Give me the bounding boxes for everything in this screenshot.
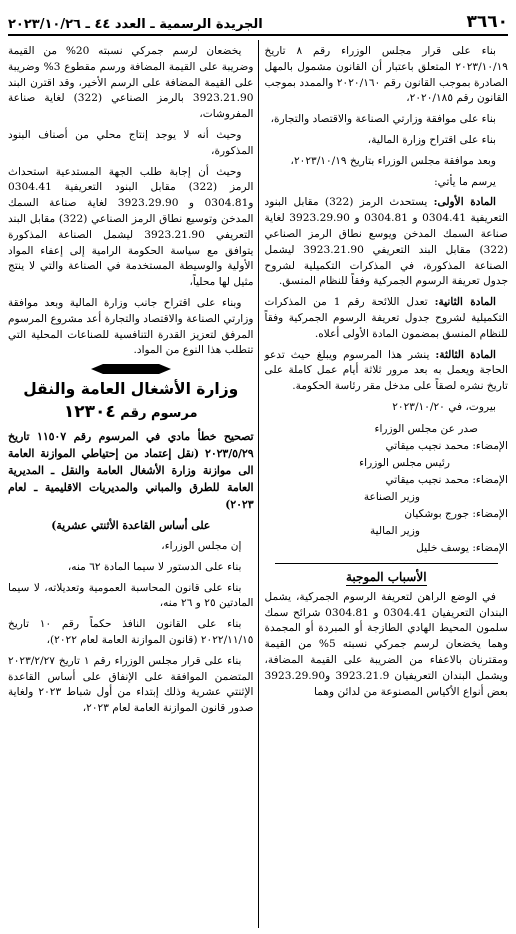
signature-2: الإمضاء: محمد نجيب ميقاتي [385,473,508,486]
signature-1: الإمضاء: محمد نجيب ميقاتي [385,439,508,452]
gazette-title: الجريدة الرسمية ـ العدد ٤٤ ـ ٢٠٢٣/١٠/٢٦ [8,17,263,32]
reasons-text: في الوضع الراهن لتعريفة الرسوم الجمركية، يشمل البندان التعريفيان 0304.41 و 0304.81 شرائح سمك سلمون المحيط الهادي الطازجة أو المبردة أو المجمدة وهما يخضعان لرسم جمركي نسبته 5% من القيمة ومقترنان بالاعفاء من الضريبة على القيمة المضافة، ويشمل البندان التعريفيان 3923.21.9 و3923.29.90 بعض أنواع الأكياس المصنوعة من لدائن وهما [264,590,508,698]
article-3-label: المادة الثالثة: [435,348,496,361]
article-1 [265,195,509,290]
column-divider [258,40,259,928]
article-3-text: ينشر هذا المرسوم ويبلغ حيث تدعو الحاجة ويعمل به بعد مرور ثلاثة أيام عمل كاملة على تاريخ نشره لصقاً على مدخل مقر رئاسة الحكومة. [264,348,508,393]
signature-role-pm: رئيس مجلس الوزراء [359,456,450,469]
reasons-continued-2: وحيث أنه لا يوجد إنتاج محلي من أصناف البنود المذكورة، [8,128,254,157]
article-1-text: يستحدث الرمز (322) مقابل البنود التعريفية 0304.41 و 0304.81 و 3923.29.90 لغاية صناعة السمك المدخن ويوسع نطاق الرمز الصناعي (322) مقابل البند التعريفي 3923.21.90 ليشمل الصناعة المذكورة، في المذكرات التكميلية لشروح جدول تعريفة الرسوم الجمركية وفقاً للنظام المنسق. [264,196,508,288]
signature-4: الإمضاء: يوسف خليل [416,541,508,554]
article-3 [265,348,509,395]
preamble-1: بناء على قرار مجلس الوزراء رقم ٨ تاريخ ٢٠٢٣/١٠/١٩ المتعلق باعتبار أن القانون مشمول بالمهل الصادرة بموجب القانون رقم ٢٠٢٠/١٦٠ والممدد بموجب القانون رقم ٢٠٢٠/١٨٥، [264,45,508,105]
preamble-3: بناء على اقتراح وزارة المالية، [367,133,496,146]
decree-number: ١٢٣٠٤ [63,402,116,423]
basis-2: بناء على قانون المحاسبة العمومية وتعديلاته، لا سيما المادتين ٢٥ و ٢٦ منه، [8,581,254,610]
decree-basis: على أساس القاعدة الأثنتي عشرية) [51,519,211,533]
ministry-heading: وزارة الأشغال العامة والنقل [23,380,239,399]
section-divider [275,563,499,564]
signature-role-industry: وزير الصناعة [363,490,420,503]
article-2 [265,295,509,342]
reasons-continued-4: وبناء على اقتراح جانب وزارة المالية وبعد موافقة وزارتي الصناعة والاقتصاد والتجارة أعد مشروع المرسوم المرفق لتعزيز القدرة التنافسية للصناعات المحلية التي تتطلب هذا النوع من المواد. [8,296,254,357]
basis-3: بناء على القانون النافذ حكماً رقم ١٠ تاريخ ٢٠٢٢/١١/١٥ (قانون الموازنة العامة لعام ٢٠٢٢)، [8,618,254,646]
article-2-label: المادة الثانية: [434,296,496,309]
decree-number-heading [8,402,254,422]
signature-issued: صدر عن مجلس الوزراء [374,422,478,435]
separator-arrow-icon [8,364,254,374]
decree-title: تصحيح خطأ مادي في المرسوم رقم ١١٥٠٧ تاريخ ٢٠٢٣/٥/٢٩ (نقل إعتماد من إحتياطي الموازنة العامة الى موازنة وزارة الأشغال العامة والنقل ـ المديرية العامة للطرق والمباني والمديريات الاقليمية ـ لعام ٢٠٢٣) [8,430,254,512]
reasons-heading: الأسباب الموجبة [345,569,427,584]
page-number: ٣٦٦٠ [466,12,508,32]
article-2-text: تعدل اللائحة رقم 1 من المذكرات التكميلية لشروح جدول تعريفة الرسوم الجمركية وفقاً للنظام المنسق بمضمون المادة الأولى أعلاه. [264,296,508,340]
signature-3: الإمضاء: جورج بوشكيان [404,507,508,520]
basis-1: بناء على الدستور لا سيما المادة ٦٢ منه، [67,560,242,573]
left-column [8,36,258,928]
page-header [8,6,508,36]
council-intro: إن مجلس الوزراء، [161,539,242,552]
article-1-label: المادة الأولى: [433,196,496,209]
reasons-continued-1: يخضعان لرسم جمركي نسبته 20% من القيمة وضريبة على القيمة المضافة ورسم مقطوع 3% وضريبة على القيمة المضافة على الرسم الأخير، وقد اقترن البند 3923.21.90 بالرمز الصناعي (322) لغاية صناعة المفروشات، [8,45,254,121]
columns [8,36,508,928]
preamble-4: وبعد موافقة مجلس الوزراء بتاريخ ٢٠٢٣/١٠/١٩، [290,154,496,167]
preamble-2: بناء على موافقة وزارتي الصناعة والاقتصاد والتجارة، [270,113,496,126]
decree-intro: يرسم ما يأتي: [434,175,496,188]
signature-role-finance: وزير المالية [369,524,420,537]
reasons-continued-3: وحيث أن إجابة طلب الجهة المستدعية استحداث الرمز (322) مقابل البنود التعريفية 0304.41 و0304.81 و 3923.29.90 لغاية صناعة السمك المدخن وتوسيع نطاق الرمز الصناعي (322) مقابل البند التعريفي 3923.21.90 ليشمل الصناعة المذكورة يتوافق مع سياسة الحكومة الرامية إلى إعفاء المواد الأولية والوسيطة المستخدمة في الصناعة والتي لا ينتج مثيل لها محلياً، [8,165,254,289]
decree-date: بيروت، في ٢٠٢٣/١٠/٢٠ [392,400,496,413]
right-column [259,36,509,928]
basis-4: بناء على قرار مجلس الوزراء رقم ١ تاريخ ٢٠٢٣/٢/٢٧ المتضمن الموافقة على الإنفاق على أساس القاعدة الإثنتي عشرية وذلك إبتداء من أول شباط ٢٠٢٣ ولغاية صدور قانون الموازنة العامة لعام ٢٠٢٣، [8,654,254,715]
decree-label: مرسوم رقم [115,406,198,422]
